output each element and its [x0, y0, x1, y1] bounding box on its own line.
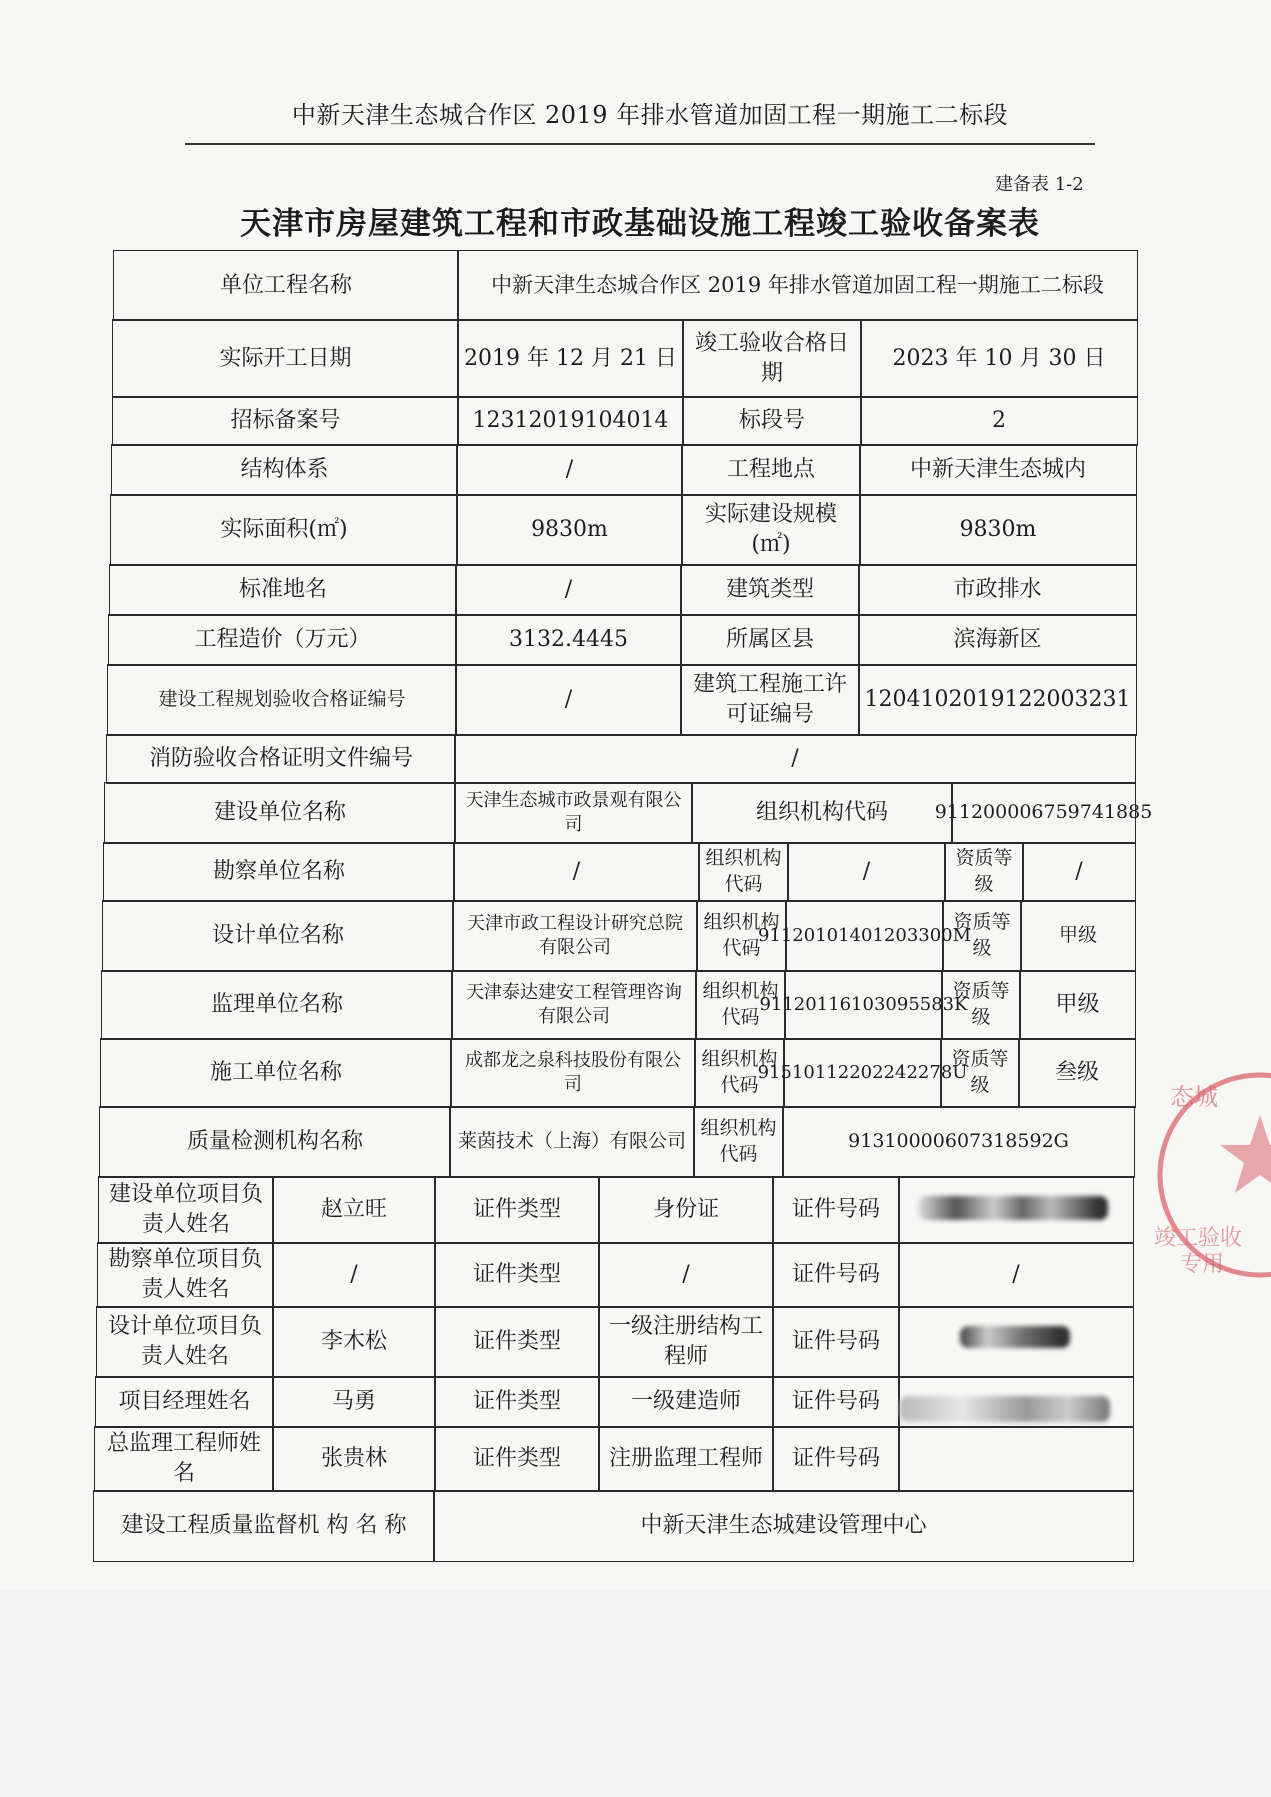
label-person-chief: 总监理工程师姓名: [94, 1426, 274, 1492]
label-cost: 工程造价（万元）: [108, 614, 457, 666]
label-design-unit: 设计单位名称: [102, 900, 454, 972]
value-person-chief-cert-type: 注册监理工程师: [598, 1426, 774, 1492]
label-person-survey: 勘察单位项目负责人姓名: [97, 1242, 274, 1308]
value-build-org-code: 911200006759741885: [951, 782, 1136, 844]
label-supervise-unit: 监理单位名称: [101, 970, 453, 1040]
value-building-type: 市政排水: [858, 564, 1137, 616]
value-structure: /: [456, 444, 683, 496]
label-person-build: 建设单位项目负责人姓名: [98, 1176, 274, 1244]
label-qc-org-code: 组织机构代码: [693, 1106, 784, 1178]
label-construct-unit: 施工单位名称: [100, 1038, 452, 1108]
label-section-no: 标段号: [682, 396, 862, 446]
label-survey-unit: 勘察单位名称: [103, 842, 455, 902]
label-survey-org-code: 组织机构代码: [698, 842, 789, 902]
label-building-type: 建筑类型: [680, 564, 860, 616]
label-construct-qual: 资质等级: [940, 1038, 1020, 1108]
value-tender-no: 12312019104014: [457, 396, 684, 446]
value-person-build-name: 赵立旺: [272, 1176, 436, 1244]
label-person-pm-cert-type: 证件类型: [434, 1376, 600, 1428]
label-supervise-qual: 资质等级: [941, 970, 1021, 1040]
label-qc-org: 质量检测机构名称: [99, 1106, 451, 1178]
value-design-org-code: 91120101401203300M: [785, 900, 944, 972]
label-supervise-org-code: 组织机构代码: [695, 970, 786, 1040]
svg-text:态城: 态城: [1170, 1083, 1218, 1111]
value-qc-org-code: 91310000607318592G: [782, 1106, 1135, 1178]
label-plan-cert: 建设工程规划验收合格证编号: [107, 664, 457, 736]
value-supervise-org-code: 91120116103095583K: [784, 970, 943, 1040]
label-start-date: 实际开工日期: [112, 319, 459, 398]
label-scale: 实际建设规模(㎡): [681, 494, 861, 566]
svg-text:专用: 专用: [1180, 1252, 1225, 1277]
value-person-survey-cert-type: /: [598, 1242, 774, 1308]
value-construct-org-code: 91510112202242278U: [783, 1038, 942, 1108]
label-person-build-cert-no: 证件号码: [772, 1176, 900, 1244]
value-design-qual: 甲级: [1020, 900, 1136, 972]
label-person-chief-cert-no: 证件号码: [772, 1426, 900, 1492]
project-header-title: 中新天津生态城合作区 2019 年排水管道加固工程一期施工二标段: [291, 101, 1009, 129]
value-cost: 3132.4445: [455, 614, 682, 666]
label-permit-no: 建筑工程施工许可证编号: [680, 664, 860, 736]
svg-text:竣工验收: 竣工验收: [1154, 1226, 1243, 1251]
value-quality-org: 中新天津生态城建设管理中心: [433, 1490, 1134, 1562]
acceptance-seal-icon: [1140, 1065, 1271, 1315]
label-person-chief-cert-type: 证件类型: [434, 1426, 600, 1492]
label-unit-project: 单位工程名称: [113, 250, 459, 321]
redacted-cert-no-4: [900, 1396, 1110, 1422]
label-site: 工程地点: [681, 444, 861, 496]
redacted-cert-no-1: [918, 1196, 1108, 1220]
label-structure: 结构体系: [111, 444, 458, 496]
value-design-unit: 天津市政工程设计研究总院有限公司: [452, 900, 698, 972]
value-person-design-cert-type: 一级注册结构工程师: [598, 1306, 774, 1378]
label-person-design-cert-no: 证件号码: [772, 1306, 900, 1378]
value-scale: 9830m: [859, 494, 1137, 566]
value-person-pm-cert-type: 一级建造师: [598, 1376, 774, 1428]
label-design-qual: 资质等级: [942, 900, 1022, 972]
label-fire-cert: 消防验收合格证明文件编号: [106, 734, 456, 784]
background-below-page: [0, 1590, 1271, 1797]
label-design-org-code: 组织机构代码: [696, 900, 787, 972]
value-construct-qual: 叁级: [1018, 1038, 1136, 1108]
label-person-pm: 项目经理姓名: [95, 1376, 274, 1428]
value-accept-date: 2023 年 10 月 30 日: [860, 319, 1138, 398]
value-build-unit: 天津生态城市政景观有限公司: [454, 782, 693, 844]
redacted-cert-no-3: [960, 1326, 1070, 1348]
label-tender-no: 招标备案号: [112, 396, 459, 446]
label-std-name: 标准地名: [109, 564, 457, 616]
value-survey-unit: /: [453, 842, 700, 902]
value-survey-qual: /: [1022, 842, 1136, 902]
value-district: 滨海新区: [858, 614, 1137, 666]
value-person-survey-cert-no: /: [898, 1242, 1134, 1308]
value-site: 中新天津生态城内: [859, 444, 1137, 496]
value-area: 9830m: [456, 494, 683, 566]
value-construct-unit: 成都龙之泉科技股份有限公司: [450, 1038, 696, 1108]
label-accept-date: 竣工验收合格日期: [682, 319, 862, 398]
label-construct-org-code: 组织机构代码: [694, 1038, 785, 1108]
value-unit-project: 中新天津生态城合作区 2019 年排水管道加固工程一期施工二标段: [457, 250, 1138, 321]
value-permit-no: 1204102019122003231: [858, 664, 1137, 736]
value-supervise-unit: 天津泰达建安工程管理咨询有限公司: [451, 970, 697, 1040]
value-person-pm-name: 马勇: [272, 1376, 436, 1428]
value-person-build-cert-type: 身份证: [598, 1176, 774, 1244]
label-person-survey-cert-no: 证件号码: [772, 1242, 900, 1308]
value-supervise-qual: 甲级: [1019, 970, 1136, 1040]
label-district: 所属区县: [680, 614, 860, 666]
label-person-build-cert-type: 证件类型: [434, 1176, 600, 1244]
value-person-chief-cert-no: [898, 1426, 1134, 1492]
label-build-org-code: 组织机构代码: [691, 782, 953, 844]
value-qc-org: 莱茵技术（上海）有限公司: [449, 1106, 695, 1178]
label-survey-qual: 资质等级: [944, 842, 1024, 902]
form-code: 建备表 1-2: [995, 174, 1084, 195]
label-person-survey-cert-type: 证件类型: [434, 1242, 600, 1308]
label-build-unit: 建设单位名称: [104, 782, 456, 844]
label-person-design-cert-type: 证件类型: [434, 1306, 600, 1378]
value-fire-cert: /: [454, 734, 1136, 784]
value-person-design-name: 李木松: [272, 1306, 436, 1378]
label-person-design: 设计单位项目负责人姓名: [96, 1306, 274, 1378]
label-quality-org: 建设工程质量监督机 构 名 称: [93, 1490, 435, 1562]
value-plan-cert: /: [455, 664, 682, 736]
label-area: 实际面积(㎡): [110, 494, 458, 566]
value-person-chief-name: 张贵林: [272, 1426, 436, 1492]
value-section-no: 2: [860, 396, 1138, 446]
value-survey-org-code: /: [787, 842, 946, 902]
value-person-survey-name: /: [272, 1242, 436, 1308]
value-start-date: 2019 年 12 月 21 日: [457, 319, 684, 398]
value-std-name: /: [455, 564, 682, 616]
form-main-title: 天津市房屋建筑工程和市政基础设施工程竣工验收备案表: [240, 206, 1040, 242]
label-person-pm-cert-no: 证件号码: [772, 1376, 900, 1428]
